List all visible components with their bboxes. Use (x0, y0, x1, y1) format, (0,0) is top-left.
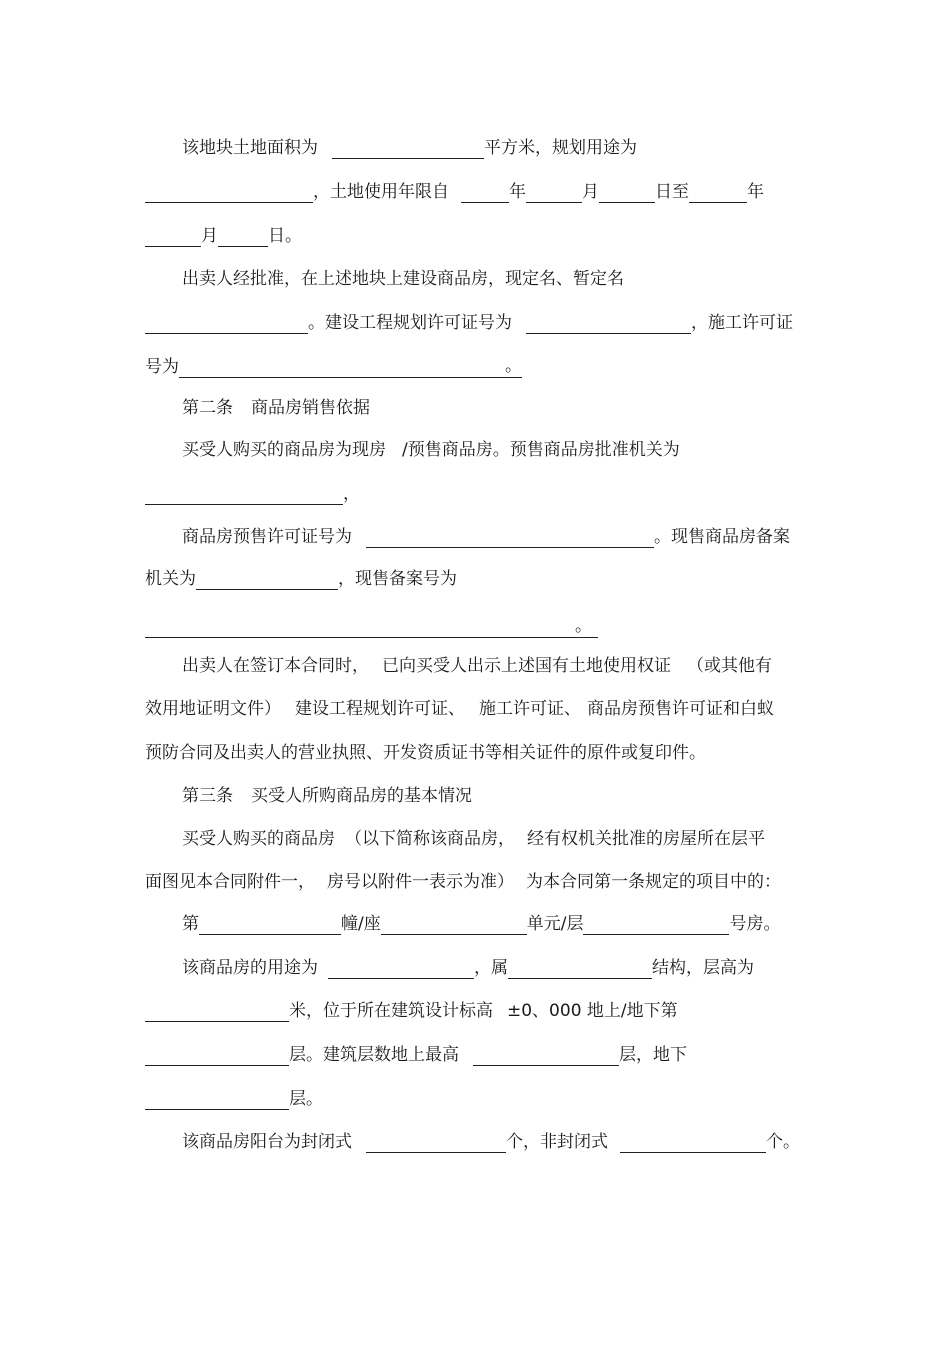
text: ， (343, 484, 360, 504)
text: 为本合同第一条规定的项目中的： (526, 872, 781, 892)
text: 层，地下 (619, 1045, 687, 1065)
text: /预售商品房。预售商品房批准机关为 (402, 440, 680, 460)
text: 买受人购买的商品房 (182, 829, 335, 849)
doc-line (145, 1088, 323, 1110)
floor-blank (145, 1047, 289, 1066)
land-area-blank (332, 140, 484, 159)
text: 。 (575, 616, 592, 636)
text: ±0、000 地上/地下第 (507, 1001, 678, 1021)
article-heading (182, 397, 370, 419)
blank (366, 529, 654, 548)
doc-line (145, 312, 793, 334)
text: 日。 (268, 226, 302, 246)
blank (179, 359, 505, 378)
text: 层。 (289, 1089, 323, 1109)
text: 号房。 (729, 914, 781, 934)
structure-blank (508, 960, 652, 979)
text: 建设工程规划许可证、 (295, 699, 465, 719)
doc-line (145, 615, 598, 637)
blank (145, 315, 308, 334)
text: 经有权机关批准的房屋所在层平 (527, 829, 765, 849)
text: 结构，层高为 (652, 958, 754, 978)
doc-line (145, 1044, 687, 1066)
building-blank (199, 916, 341, 935)
doc-line (182, 526, 790, 548)
text: 幢/座 (341, 914, 381, 934)
doc-line (145, 225, 302, 247)
usage-blank (328, 960, 474, 979)
text: 号为 (145, 357, 179, 377)
blank (145, 486, 343, 505)
text: 机关为 (145, 569, 196, 589)
text: 该商品房阳台为封闭式 (182, 1132, 352, 1152)
blank (599, 184, 655, 203)
blank (689, 184, 747, 203)
doc-line (145, 568, 457, 590)
text: 年 (509, 182, 526, 202)
room-blank (583, 916, 729, 935)
blank (461, 184, 509, 203)
doc-line (145, 742, 706, 764)
text: ，属 (474, 958, 508, 978)
article-number: 第三条 (182, 786, 233, 806)
doc-line (182, 268, 624, 290)
article-title: 买受人所购商品房的基本情况 (251, 786, 472, 806)
height-blank (145, 1003, 289, 1022)
doc-line (182, 1131, 800, 1153)
doc-line (145, 181, 764, 203)
closed-balcony-blank (366, 1134, 506, 1153)
doc-line (182, 655, 772, 677)
article-title: 商品房销售依据 (251, 398, 370, 418)
doc-line (182, 439, 680, 461)
text: 预防合同及出卖人的营业执照、开发资质证书等相关证件的原件或复印件。 (145, 743, 706, 763)
blank (526, 184, 582, 203)
text: 该地块土地面积为 (182, 138, 318, 158)
floors-below-blank (145, 1091, 289, 1110)
doc-line (182, 828, 765, 850)
blank (218, 228, 268, 247)
blank (145, 228, 201, 247)
text: 日至 (655, 182, 689, 202)
doc-line (182, 957, 754, 979)
text: 效用地证明文件） (145, 699, 281, 719)
text: 商品房预售许可证和白蚁 (587, 699, 774, 719)
article-number: 第二条 (182, 398, 233, 418)
doc-line (182, 913, 780, 935)
text: 层。建筑层数地上最高 (289, 1045, 459, 1065)
text: 施工许可证、 (479, 699, 581, 719)
text: 。现售商品房备案 (654, 527, 790, 547)
article-heading (182, 785, 472, 807)
text: 出卖人经批准，在上述地块上建设商品房，现定名、暂定名 (182, 269, 624, 289)
text: 出卖人在签订本合同时， (182, 656, 369, 676)
text: （以下简称该商品房， (345, 829, 515, 849)
text: 商品房预售许可证号为 (182, 527, 352, 547)
text: 个，非封闭式 (506, 1132, 608, 1152)
text: （或其他有 (687, 656, 772, 676)
text: 米，位于所在建筑设计标高 (289, 1001, 493, 1021)
text: 房号以附件一表示为准） (327, 872, 514, 892)
text: 已向买受人出示上述国有土地使用权证 (382, 656, 671, 676)
blank (145, 619, 575, 638)
text: ，现售备案号为 (338, 569, 457, 589)
text: 平方米，规划用途为 (484, 138, 637, 158)
doc-line (145, 698, 774, 720)
text: 面图见本合同附件一， (145, 872, 315, 892)
text: 。 (505, 356, 522, 376)
doc-line (145, 1000, 678, 1022)
text: 第 (182, 914, 199, 934)
open-balcony-blank (620, 1134, 766, 1153)
floors-above-blank (473, 1047, 619, 1066)
doc-line (145, 355, 522, 377)
unit-blank (381, 916, 527, 935)
text: 月 (582, 182, 599, 202)
text: ，施工许可证 (691, 313, 793, 333)
doc-line (182, 137, 637, 159)
text: 个。 (766, 1132, 800, 1152)
doc-line (145, 483, 360, 505)
land-use-blank (145, 184, 313, 203)
text: 月 (201, 226, 218, 246)
blank (196, 571, 338, 590)
text: 年 (747, 182, 764, 202)
text: 买受人购买的商品房为现房 (182, 440, 386, 460)
text: 单元/层 (526, 914, 584, 934)
text: ，土地使用年限自 (313, 182, 449, 202)
blank (526, 315, 691, 334)
blank (592, 619, 598, 638)
text: 。建设工程规划许可证号为 (308, 313, 512, 333)
doc-line (145, 871, 781, 893)
text: 该商品房的用途为 (182, 958, 318, 978)
